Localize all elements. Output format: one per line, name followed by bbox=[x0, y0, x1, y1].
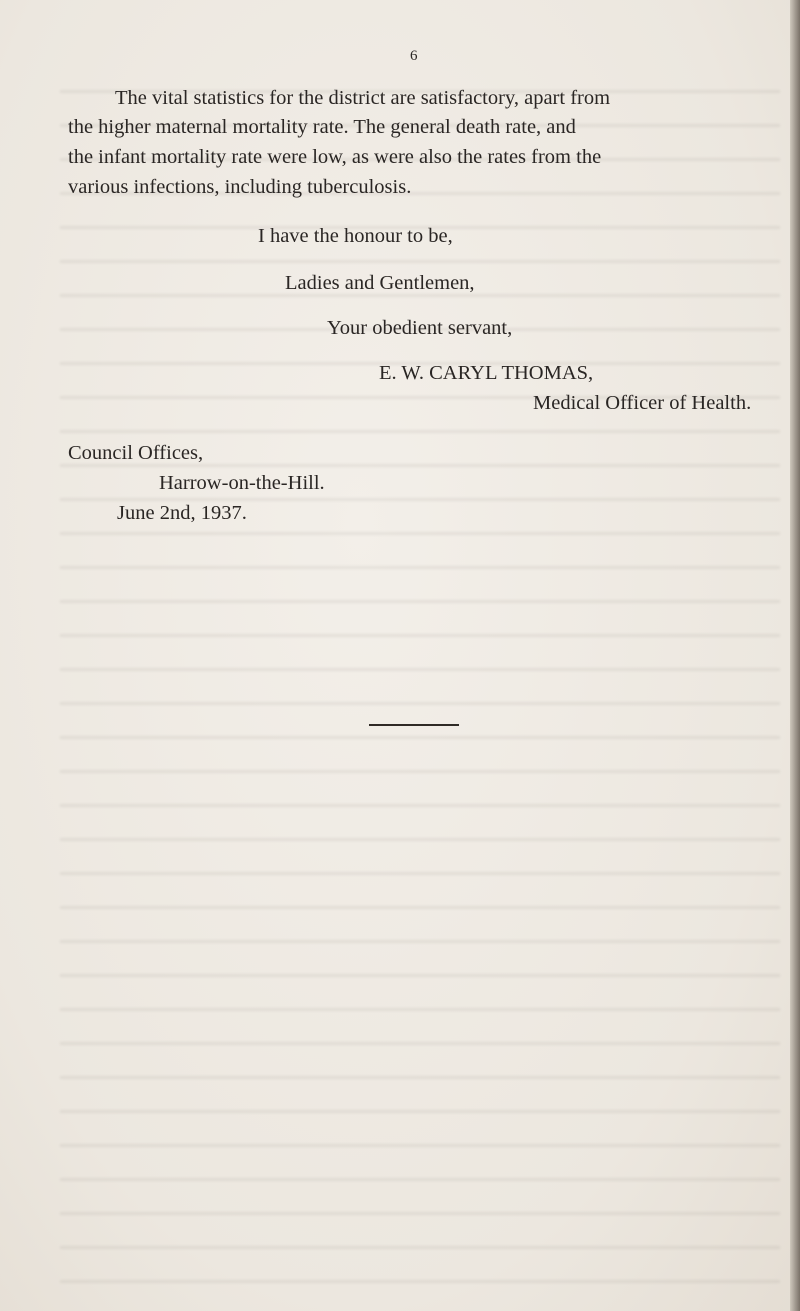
closing-servant: Your obedient servant, bbox=[327, 317, 513, 339]
page-number: 6 bbox=[410, 48, 418, 64]
signatory-name: E. W. CARYL THOMAS, bbox=[379, 362, 594, 384]
paragraph-line-4: various infections, including tuberculosis. bbox=[68, 176, 412, 198]
closing-honour: I have the honour to be, bbox=[258, 225, 453, 247]
paragraph-line-1: The vital statistics for the district are satisfactory, apart from bbox=[115, 87, 611, 109]
address-place: Harrow-on-the-Hill. bbox=[159, 472, 325, 494]
show-through-texture bbox=[60, 70, 780, 1300]
closing-salutation: Ladies and Gentlemen, bbox=[285, 272, 475, 294]
address-date: June 2nd, 1937. bbox=[117, 502, 247, 524]
signatory-title: Medical Officer of Health. bbox=[533, 392, 752, 414]
paragraph-line-2: the higher maternal mortality rate. The general death rate, and bbox=[68, 116, 576, 138]
address-office: Council Offices, bbox=[68, 442, 204, 464]
page-edge-shadow bbox=[790, 0, 800, 1311]
paragraph-line-3: the infant mortality rate were low, as were also the rates from the bbox=[68, 146, 602, 168]
section-divider-rule bbox=[369, 724, 459, 726]
